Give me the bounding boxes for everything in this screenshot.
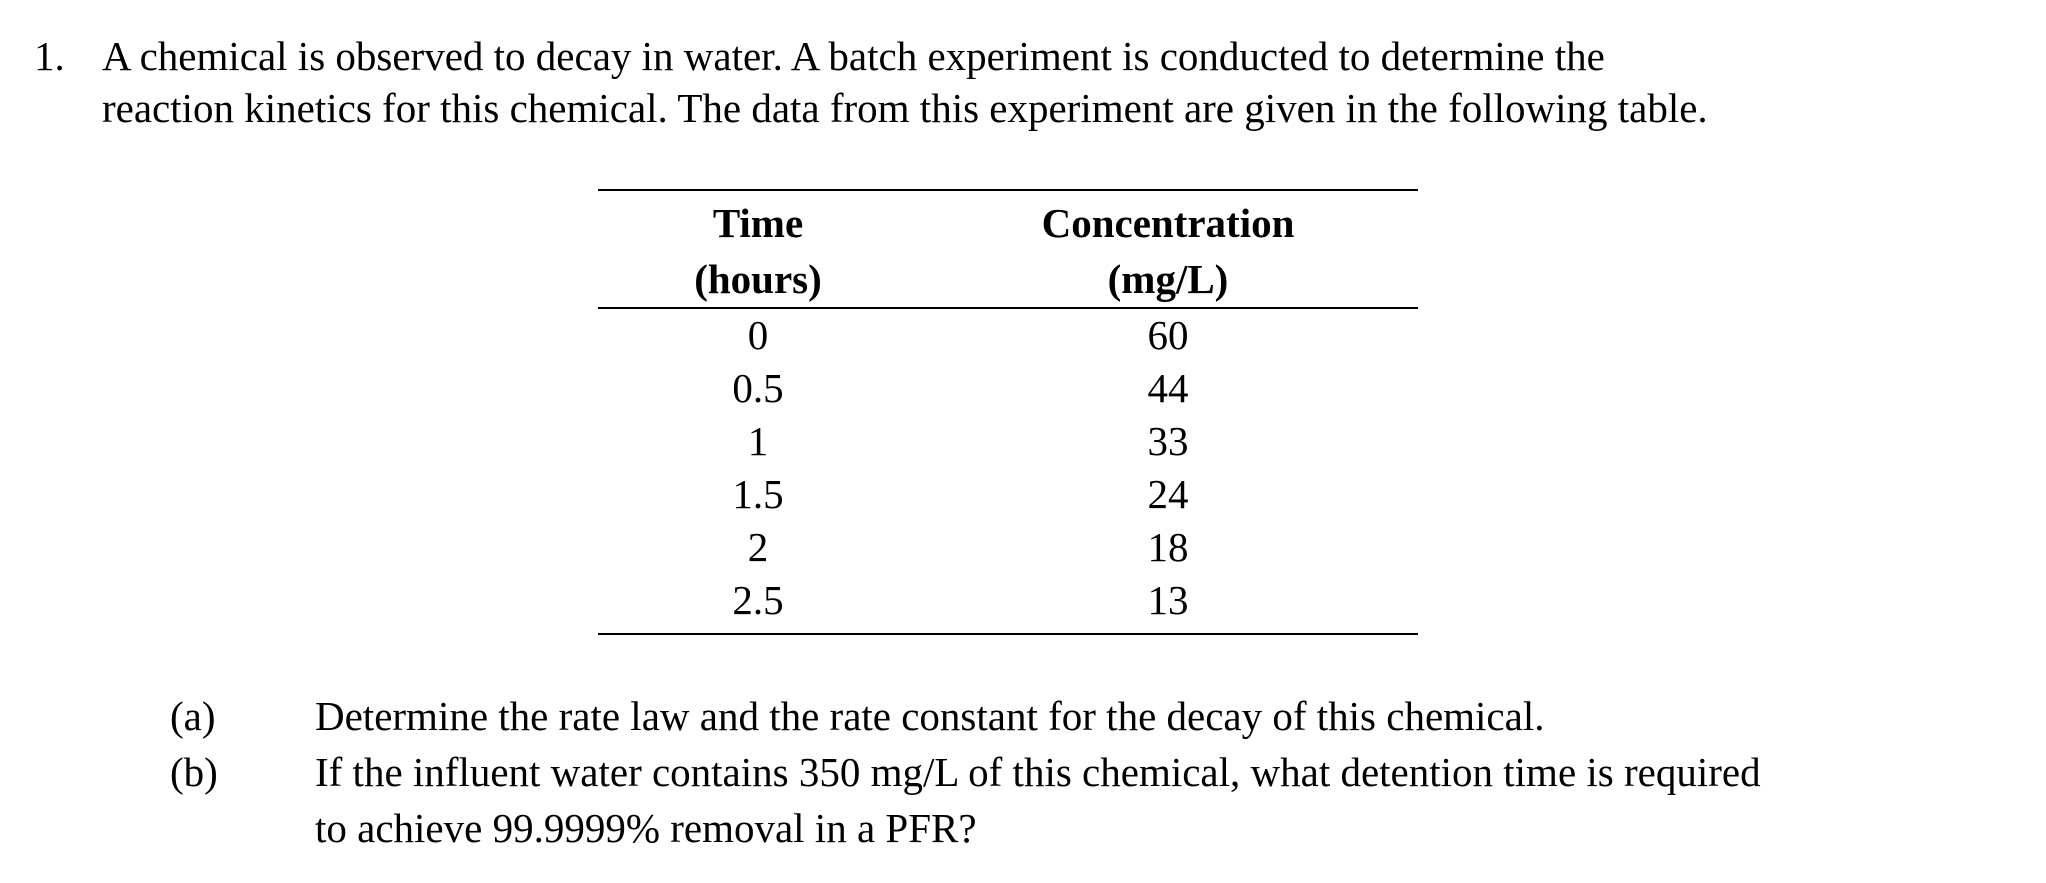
table-row: [598, 574, 1418, 634]
part-a-label: (a): [170, 693, 216, 739]
table-row: [598, 521, 1418, 574]
concentration-cell: 44: [1147, 365, 1189, 411]
part-b-label: (b): [170, 749, 218, 795]
concentration-cell: 33: [1147, 418, 1189, 464]
time-cell: 1.5: [732, 471, 784, 517]
question-text-line: A chemical is observed to decay in water. A batch experiment is conducted to determine the: [102, 33, 1605, 79]
time-cell: 1: [747, 418, 769, 464]
header-concentration-units: (mg/L): [918, 251, 1418, 308]
question-number: 1.: [34, 33, 65, 79]
concentration-cell: 24: [1147, 471, 1189, 517]
question-text-line: reaction kinetics for this chemical. The data from this experiment are given in the following table.: [102, 85, 1708, 131]
part-b-line: to achieve 99.9999% removal in a PFR?: [315, 805, 977, 851]
time-cell: 2: [747, 524, 769, 570]
question-parts: [170, 688, 2030, 856]
part-a-line: Determine the rate law and the rate constant for the decay of this chemical.: [315, 693, 1545, 739]
part-b-line: If the influent water contains 350 mg/L of this chemical, what detention time is required: [315, 749, 1761, 795]
time-cell: 0.5: [732, 365, 784, 411]
part-a: [170, 688, 2030, 744]
time-cell: 2.5: [732, 577, 784, 623]
part-b-text: [315, 744, 2030, 856]
part-b: [170, 744, 2030, 856]
header-time: Time: [712, 200, 804, 246]
concentration-cell: 60: [1147, 312, 1189, 358]
table-row: [598, 415, 1418, 468]
header-concentration: Concentration: [1041, 200, 1295, 246]
concentration-cell: 13: [1147, 577, 1189, 623]
header-time-units: (hours): [598, 251, 918, 308]
table-row: [598, 468, 1418, 521]
part-a-text: [315, 688, 2030, 744]
time-cell: 0: [747, 312, 769, 358]
table-header-row: [598, 190, 1418, 251]
table-header-units-row: [598, 251, 1418, 308]
concentration-cell: 18: [1147, 524, 1189, 570]
table-row: [598, 308, 1418, 362]
table-row: [598, 362, 1418, 415]
kinetics-data-table: [598, 189, 1418, 635]
question-text: [102, 30, 2022, 134]
